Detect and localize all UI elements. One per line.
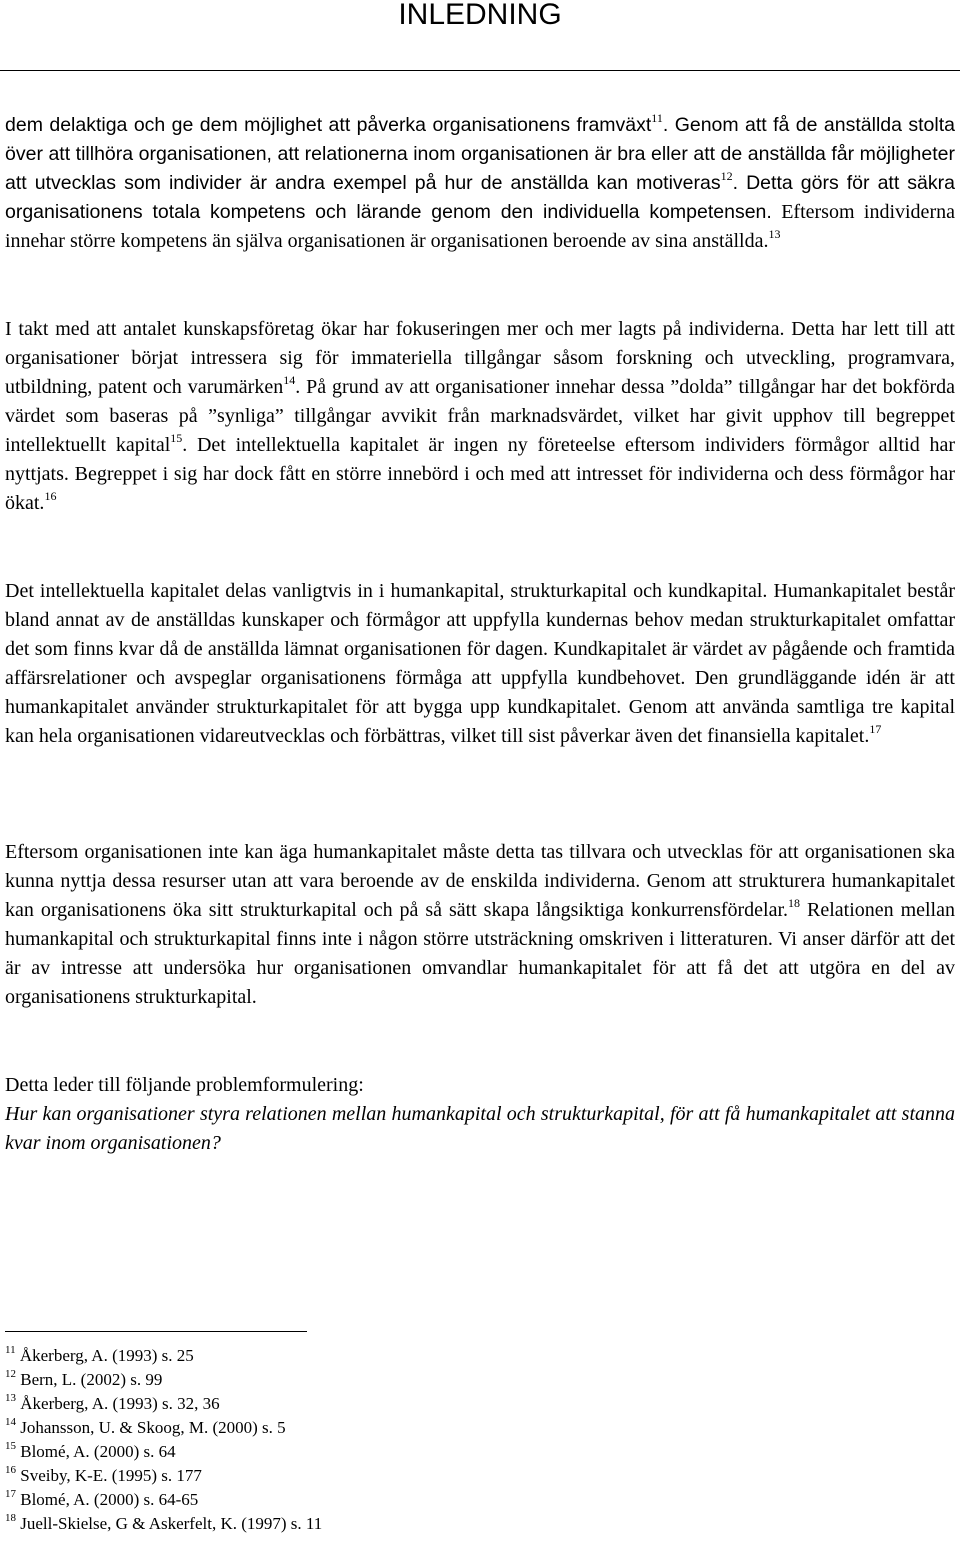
footnote-number: 12 <box>5 1368 16 1380</box>
research-question: Hur kan organisationer styra relationen mellan humankapital och strukturkapital, för att få humankapitalet att stanna kvar inom organisationen? <box>5 1103 955 1154</box>
footnote-item <box>5 1488 945 1512</box>
footnote-number: 11 <box>5 1344 16 1356</box>
paragraph-problem-statement <box>5 1071 955 1158</box>
problem-lead: Detta leder till följande problemformulering: <box>5 1074 364 1096</box>
footnote-ref: 17 <box>869 722 882 736</box>
footnote-ref: 16 <box>44 489 57 503</box>
footnote-text: Åkerberg, A. (1993) s. 25 <box>19 1346 194 1365</box>
footnote-item <box>5 1344 945 1368</box>
paragraph-text: . Detta görs för att säkra organisationens totala kompetens och lärande genom den individuella kompetensen. <box>5 172 955 223</box>
footnote-text: Johansson, U. & Skoog, M. (2000) s. 5 <box>20 1418 286 1437</box>
footnote-text: Åkerberg, A. (1993) s. 32, 36 <box>20 1394 220 1413</box>
header-divider <box>0 70 960 71</box>
paragraph-text: Relationen mellan humankapital och strukturkapital finns inte i någon större utsträckning omskriven i litteraturen. Vi anser därför att det är av intresse att undersöka hur organisationen omvandlar humankapitalet för att få det att utgöra en del av organisationens strukturkapital. <box>5 899 955 1008</box>
footnote-ref: 15 <box>170 431 183 445</box>
footnote-text: Blomé, A. (2000) s. 64 <box>20 1442 176 1461</box>
paragraph-text: Eftersom organisationen inte kan äga humankapitalet måste detta tas tillvara och utvecklas för att organisationen ska kunna nyttja dessa resurser utan att vara beroende av de enskilda individerna. Genom att strukturera humankapitalet kan organisationens öka sitt strukturkapital och på så sätt skapa långsiktiga konkurrensfördelar. <box>5 841 955 921</box>
paragraph-text: Det intellektuella kapitalet delas vanligtvis in i humankapital, strukturkapital och kundkapital. Humankapitalet består bland annat av de anställdas kunskaper och förmågor att uppfylla kundernas behov medan strukturkapitalet omfattar det som finns kvar då de anställda lämnat organisationen för dagen. Kundkapitalet är värdet av pågående och framtida affärsrelationer och avspeglar organisationens förmåga att uppfylla kundbehovet. Den grundläggande idén är att humankapitalet använder strukturkapitalet för att bygga upp kundkapitalet. Genom att använda samtliga tre kapital kan hela organisationen vidareutvecklas och förbättras, vilket till sist påverkar även det finansiella kapitalet. <box>5 580 955 747</box>
footnote-number: 13 <box>5 1392 16 1404</box>
paragraph-text: . På grund av att organisationer innehar dessa ”dolda” tillgångar har det bokförda värdet som baseras på ”synliga” tillgångar avvikit från marknadsvärdet, vilket har givit upphov till begreppet intellektuellt kapital <box>5 376 956 456</box>
footnote-item <box>5 1464 945 1488</box>
footnote-ref: 13 <box>768 227 781 241</box>
footnote-ref: 14 <box>283 373 296 387</box>
footnote-text: Bern, L. (2002) s. 99 <box>20 1370 163 1389</box>
footnote-number: 14 <box>5 1416 16 1428</box>
paragraph-human-capital <box>5 838 955 1012</box>
footnote-item <box>5 1392 945 1416</box>
footnote-number: 15 <box>5 1440 16 1452</box>
footnote-ref: 12 <box>720 169 733 183</box>
paragraph-text: . Genom att få de anställda stolta över att tillhöra organisationen, att relationerna inom organisationen är bra eller att de anställda får möjligheter att utvecklas som individer är andra exempel på hur de anställda kan motiveras <box>5 114 955 194</box>
paragraph-text: Eftersom individerna innehar större kompetens än själva organisationen är organisationen beroende av sina anställda. <box>5 201 955 252</box>
footnote-ref: 11 <box>651 111 663 125</box>
paragraph-text: dem delaktiga och ge dem möjlighet att påverka organisationens framväxt <box>5 114 652 136</box>
footnote-text: Blomé, A. (2000) s. 64-65 <box>20 1490 199 1509</box>
paragraph-text: . Det intellektuella kapitalet är ingen ny företeelse eftersom individers förmågor alltid har nyttjats. Begreppet i sig har dock fått en större innebörd i och med att intresset för individerna och dess förmågor har ökat. <box>5 434 955 514</box>
paragraph-motivation <box>5 111 955 256</box>
footnote-number: 18 <box>5 1512 16 1524</box>
footnote-number: 17 <box>5 1488 16 1500</box>
footnote-divider <box>5 1331 307 1332</box>
footnote-item <box>5 1416 945 1440</box>
footnote-text: Juell-Skielse, G & Askerfelt, K. (1997) s. 11 <box>20 1514 323 1533</box>
paragraph-capital-types <box>5 577 955 751</box>
paragraph-text: I takt med att antalet kunskapsföretag ökar har fokuseringen mer och mer lagts på individerna. Detta har lett till att organisationer börjat intressera sig för immateriella tillgångar såsom forskning och utveckling, programvara, utbildning, patent och varumärken <box>5 318 955 398</box>
footnote-ref: 18 <box>788 896 801 910</box>
footnote-item <box>5 1368 945 1392</box>
page-title: INLEDNING <box>398 0 562 31</box>
page-header <box>0 0 960 30</box>
footnote-text: Sveiby, K-E. (1995) s. 177 <box>20 1466 202 1485</box>
footnote-number: 16 <box>5 1464 16 1476</box>
footnote-item <box>5 1440 945 1464</box>
paragraph-intellectual-capital <box>5 315 955 518</box>
footnote-item <box>5 1512 945 1536</box>
